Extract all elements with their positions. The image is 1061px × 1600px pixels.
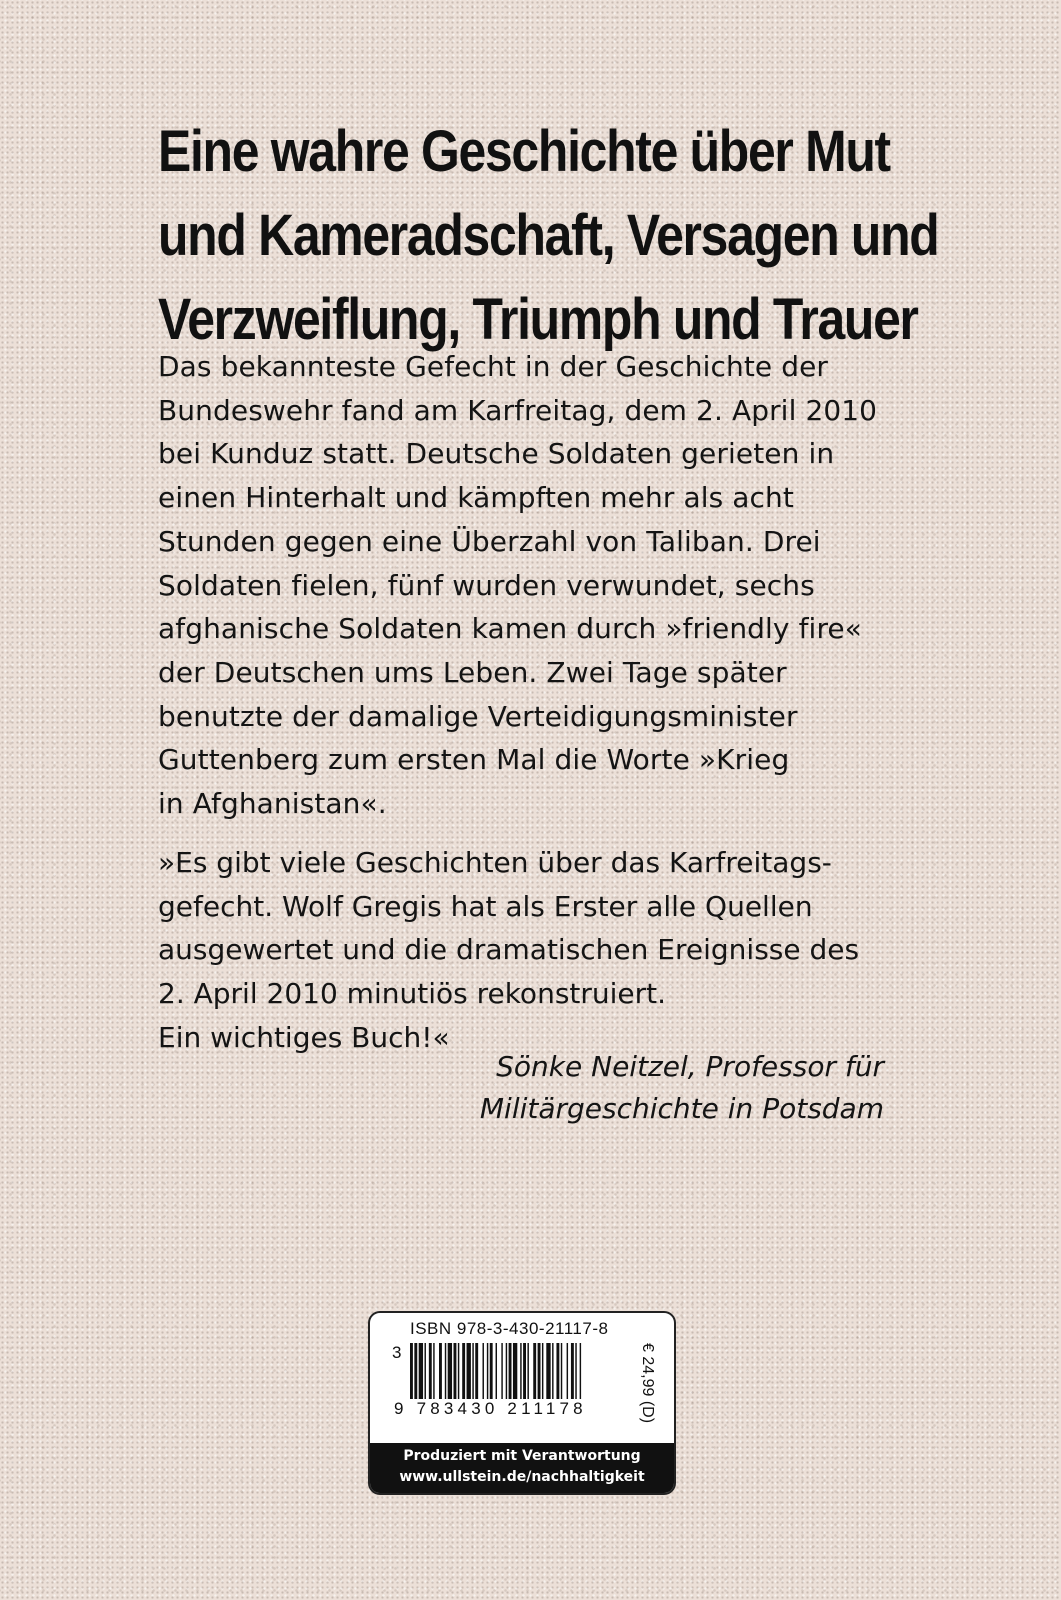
sustainability-url: www.ullstein.de/nachhaltigkeit [399,1469,645,1485]
sustainability-strip [370,1443,674,1493]
barcode-bar [506,1343,507,1399]
barcode-bar [523,1343,526,1399]
barcode-bar [571,1343,574,1399]
barcode-bar [556,1343,559,1399]
barcode-bars [410,1343,624,1399]
barcode-bar [414,1343,417,1399]
barcode-bar [454,1343,457,1399]
price-text: € 24,99 (D) [639,1343,656,1424]
quote-line: »Es gibt viele Geschichten über das Karfreitags- [158,846,832,879]
barcode-bar [458,1343,459,1399]
sustainability-line: Produziert mit Verantwortung [403,1448,641,1464]
blurb-line: benutzte der damalige Verteidigungsminister [158,699,798,733]
barcode-bar [429,1343,432,1399]
barcode-bar [552,1343,553,1399]
barcode-bar [496,1343,497,1399]
blurb-line: Soldaten fielen, fünf wurden verwundet, sechs [158,568,815,602]
attribution-line: Militärgeschichte in Potsdam [479,1092,884,1125]
barcode-bar [575,1343,576,1399]
barcode-bar [567,1343,568,1399]
ean-digits: 9 783430 211178 [394,1399,587,1418]
blurb-line: Stunden gegen eine Überzahl von Taliban. Drei [158,524,821,558]
barcode-box [368,1311,676,1495]
barcode-bar [561,1343,562,1399]
headline-line: und Kameradschaft, Versagen und [158,203,939,268]
barcode-bar [501,1343,502,1399]
barcode-bar [527,1343,528,1399]
barcode-bar [483,1343,484,1399]
barcode-bar [520,1343,521,1399]
barcode-bar [533,1343,536,1399]
blurb-line: Bundeswehr fand am Karfreitag, dem 2. April 2010 [158,393,878,427]
barcode-bar [410,1343,413,1399]
blurb-line: in Afghanistan«. [158,787,387,821]
blurb-line: einen Hinterhalt und kämpften mehr als acht [158,481,794,515]
review-quote [158,841,918,1060]
barcode-bar [509,1343,512,1399]
blurb-line: Das bekannteste Gefecht in der Geschichte der [158,350,829,383]
quote-line: gefecht. Wolf Gregis hat als Erster alle Quellen [158,889,813,923]
isbn-label: ISBN 978-3-430-21117-8 [410,1319,609,1338]
barcode-bar [546,1343,550,1399]
headline-line: Eine wahre Geschichte über Mut [158,119,890,184]
barcode-bar [475,1343,478,1399]
barcode-lead-digit: 3 [392,1343,402,1362]
barcode-bar [433,1343,434,1399]
quote-line: ausgewertet und die dramatischen Ereignisse des [158,933,860,967]
headline-line: Verzweiflung, Triumph und Trauer [158,287,918,352]
barcode-bar [490,1343,493,1399]
barcode-bar [472,1343,473,1399]
blurb-text [158,345,918,826]
barcode-bar [487,1343,488,1399]
barcode-bar [462,1343,465,1399]
barcode-bar [448,1343,452,1399]
attribution-line: Sönke Neitzel, Professor für [496,1050,884,1083]
barcode-bar [425,1343,426,1399]
quote-line: Ein wichtiges Buch!« [158,1020,450,1054]
barcode-bar [513,1343,517,1399]
price-label [634,1343,656,1443]
barcode-bar [538,1343,541,1399]
quote-line: 2. April 2010 minutiös rekonstruiert. [158,977,667,1011]
blurb-line: bei Kunduz statt. Deutsche Soldaten gerieten in [158,437,835,471]
blurb-line: der Deutschen ums Leben. Zwei Tage später [158,655,787,689]
barcode-bar [439,1343,442,1399]
blurb-line: afghanische Soldaten kamen durch »friendly fire« [158,612,862,646]
quote-attribution [480,1046,884,1130]
barcode-bar [542,1343,543,1399]
headline [158,110,939,362]
barcode-bar [580,1343,581,1399]
blurb-line: Guttenberg zum ersten Mal die Worte »Krieg [158,743,790,777]
barcode-bar [467,1343,471,1399]
barcode-bar [445,1343,446,1399]
barcode-bar [419,1343,423,1399]
